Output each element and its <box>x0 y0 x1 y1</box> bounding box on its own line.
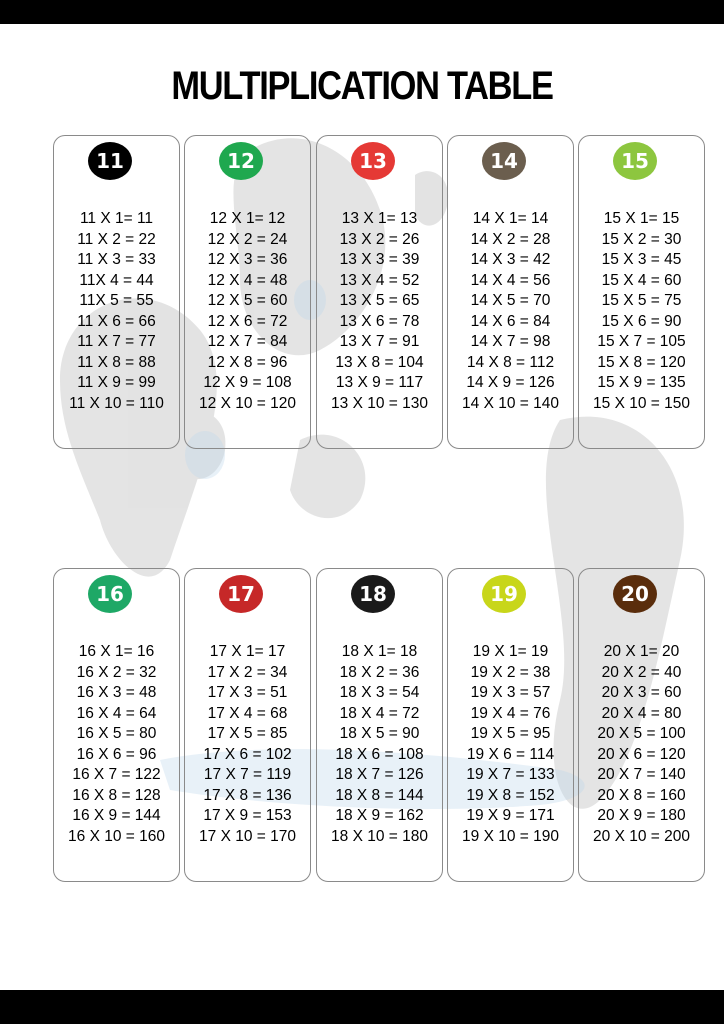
table-card-11 <box>53 135 180 449</box>
table-row: 20 X 5 = 100 <box>597 725 686 742</box>
table-row: 15 X 10 = 150 <box>593 394 690 412</box>
table-row: 11 X 2 = 22 <box>77 230 156 248</box>
table-row: 17 X 2 = 34 <box>207 663 288 681</box>
table-rows <box>579 642 704 847</box>
table-row: 20 X 9 = 180 <box>597 807 686 824</box>
table-rows <box>579 209 704 414</box>
table-row: 13 X 5 = 65 <box>339 292 420 309</box>
table-row: 15 X 2 = 30 <box>601 230 682 248</box>
table-row: 17 X 9 = 153 <box>203 807 292 824</box>
table-row: 20 X 6 = 120 <box>597 745 686 763</box>
table-row: 13 X 10 = 130 <box>331 394 428 412</box>
table-row: 16 X 1= 16 <box>78 643 155 660</box>
table-row: 20 X 10 = 200 <box>593 827 690 845</box>
table-row: 17 X 3 = 51 <box>207 684 288 701</box>
table-row: 19 X 2 = 38 <box>470 663 551 681</box>
table-rows <box>54 642 179 847</box>
table-row: 12 X 2 = 24 <box>207 230 288 248</box>
table-row: 20 X 7 = 140 <box>597 766 686 783</box>
table-card-13 <box>316 135 443 449</box>
table-row: 18 X 1= 18 <box>341 643 418 660</box>
table-row: 12 X 3 = 36 <box>207 251 288 268</box>
table-card-12 <box>184 135 311 449</box>
table-row: 13 X 9 = 117 <box>335 374 424 391</box>
table-row: 18 X 3 = 54 <box>339 684 420 701</box>
table-row: 20 X 2 = 40 <box>601 663 682 681</box>
table-row: 18 X 7 = 126 <box>335 766 424 783</box>
table-row: 18 X 6 = 108 <box>335 745 424 763</box>
table-row: 19 X 9 = 171 <box>466 807 555 824</box>
table-row: 19 X 8 = 152 <box>466 786 555 804</box>
table-row: 13 X 7 = 91 <box>339 333 420 350</box>
table-row: 12 X 7 = 84 <box>207 333 288 350</box>
table-row: 15 X 4 = 60 <box>601 271 682 289</box>
table-row: 13 X 8 = 104 <box>335 353 424 371</box>
table-row: 13 X 6 = 78 <box>339 312 420 330</box>
table-row: 15 X 3 = 45 <box>601 251 682 268</box>
table-rows <box>54 209 179 414</box>
table-row: 11 X 1= 11 <box>79 210 154 227</box>
table-number-badge: 20 <box>613 575 657 613</box>
table-row: 11 X 3 = 33 <box>77 251 156 268</box>
table-row: 20 X 4 = 80 <box>601 704 682 722</box>
table-row: 14 X 6 = 84 <box>470 312 551 330</box>
table-row: 18 X 8 = 144 <box>335 786 424 804</box>
bottom-border-bar <box>0 990 724 1024</box>
table-number-badge: 19 <box>482 575 526 613</box>
table-row: 15 X 7 = 105 <box>597 333 686 350</box>
table-row: 17 X 6 = 102 <box>203 745 292 763</box>
table-card-17 <box>184 568 311 882</box>
table-number-badge: 13 <box>351 142 395 180</box>
table-rows <box>185 642 310 847</box>
table-number-badge: 17 <box>219 575 263 613</box>
table-row: 16 X 3 = 48 <box>76 684 157 701</box>
table-number-badge: 11 <box>88 142 132 180</box>
table-row: 11 X 7 = 77 <box>77 333 156 350</box>
table-row: 19 X 3 = 57 <box>470 684 551 701</box>
table-row: 11 X 8 = 88 <box>77 353 156 371</box>
table-row: 16 X 9 = 144 <box>72 807 161 824</box>
table-card-18 <box>316 568 443 882</box>
table-row: 14 X 1= 14 <box>472 210 549 227</box>
table-row: 14 X 9 = 126 <box>466 374 555 391</box>
table-row: 15 X 8 = 120 <box>597 353 686 371</box>
table-row: 17 X 10 = 170 <box>199 827 296 845</box>
table-row: 13 X 3 = 39 <box>339 251 420 268</box>
table-row: 12 X 1= 12 <box>209 210 286 227</box>
table-row: 12 X 10 = 120 <box>199 394 296 412</box>
table-row: 18 X 2 = 36 <box>339 663 420 681</box>
table-number-badge: 16 <box>88 575 132 613</box>
table-row: 20 X 1= 20 <box>603 643 680 660</box>
table-row: 19 X 10 = 190 <box>462 827 559 845</box>
table-row: 16 X 7 = 122 <box>72 766 161 783</box>
table-row: 11X 5 = 55 <box>79 292 154 309</box>
table-card-15 <box>578 135 705 449</box>
table-row: 18 X 10 = 180 <box>331 827 428 845</box>
table-number-badge: 15 <box>613 142 657 180</box>
table-row: 16 X 8 = 128 <box>72 786 161 804</box>
table-row: 16 X 4 = 64 <box>76 704 157 722</box>
table-row: 13 X 4 = 52 <box>339 271 420 289</box>
table-card-19 <box>447 568 574 882</box>
table-row: 20 X 8 = 160 <box>597 786 686 804</box>
table-row: 18 X 9 = 162 <box>335 807 424 824</box>
table-row: 17 X 4 = 68 <box>207 704 288 722</box>
table-row: 16 X 5 = 80 <box>76 725 157 742</box>
table-rows <box>317 642 442 847</box>
table-row: 15 X 6 = 90 <box>601 312 682 330</box>
table-row: 14 X 4 = 56 <box>470 271 551 289</box>
table-row: 19 X 6 = 114 <box>466 745 555 763</box>
table-row: 17 X 7 = 119 <box>203 766 292 783</box>
table-card-14 <box>447 135 574 449</box>
table-row: 12 X 5 = 60 <box>207 292 288 309</box>
table-row: 12 X 9 = 108 <box>203 374 292 391</box>
table-rows <box>448 209 573 414</box>
table-row: 19 X 4 = 76 <box>470 704 551 722</box>
table-row: 14 X 2 = 28 <box>470 230 551 248</box>
table-row: 14 X 3 = 42 <box>470 251 551 268</box>
page-title: MULTIPLICATION TABLE <box>171 64 553 108</box>
table-row: 16 X 6 = 96 <box>76 745 157 763</box>
table-row: 13 X 1= 13 <box>341 210 418 227</box>
table-row: 14 X 10 = 140 <box>462 394 559 412</box>
table-row: 17 X 1= 17 <box>209 643 286 660</box>
table-row: 11X 4 = 44 <box>79 271 154 289</box>
table-row: 16 X 10 = 160 <box>68 827 165 845</box>
table-row: 18 X 4 = 72 <box>339 704 420 722</box>
table-row: 12 X 8 = 96 <box>207 353 288 371</box>
table-row: 12 X 4 = 48 <box>207 271 288 289</box>
table-row: 20 X 3 = 60 <box>601 684 682 701</box>
table-row: 11 X 10 = 110 <box>69 394 164 412</box>
table-row: 13 X 2 = 26 <box>339 230 420 248</box>
table-row: 19 X 1= 19 <box>472 643 549 660</box>
table-row: 19 X 5 = 95 <box>470 725 551 742</box>
table-row: 16 X 2 = 32 <box>76 663 157 681</box>
table-number-badge: 12 <box>219 142 263 180</box>
table-row: 15 X 9 = 135 <box>597 374 686 391</box>
table-number-badge: 14 <box>482 142 526 180</box>
table-row: 15 X 1= 15 <box>603 210 680 227</box>
table-row: 15 X 5 = 75 <box>601 292 682 309</box>
table-card-20 <box>578 568 705 882</box>
table-row: 18 X 5 = 90 <box>339 725 420 742</box>
table-rows <box>448 642 573 847</box>
table-row: 14 X 5 = 70 <box>470 292 551 309</box>
table-card-16 <box>53 568 180 882</box>
table-row: 17 X 8 = 136 <box>203 786 292 804</box>
table-row: 11 X 6 = 66 <box>77 312 156 330</box>
table-row: 17 X 5 = 85 <box>207 725 288 742</box>
table-row: 19 X 7 = 133 <box>466 766 555 783</box>
table-row: 12 X 6 = 72 <box>207 312 288 330</box>
table-row: 14 X 7 = 98 <box>470 333 551 350</box>
table-row: 11 X 9 = 99 <box>77 374 156 391</box>
top-border-bar <box>0 0 724 24</box>
table-rows <box>317 209 442 414</box>
table-rows <box>185 209 310 414</box>
table-row: 14 X 8 = 112 <box>466 353 555 371</box>
table-number-badge: 18 <box>351 575 395 613</box>
